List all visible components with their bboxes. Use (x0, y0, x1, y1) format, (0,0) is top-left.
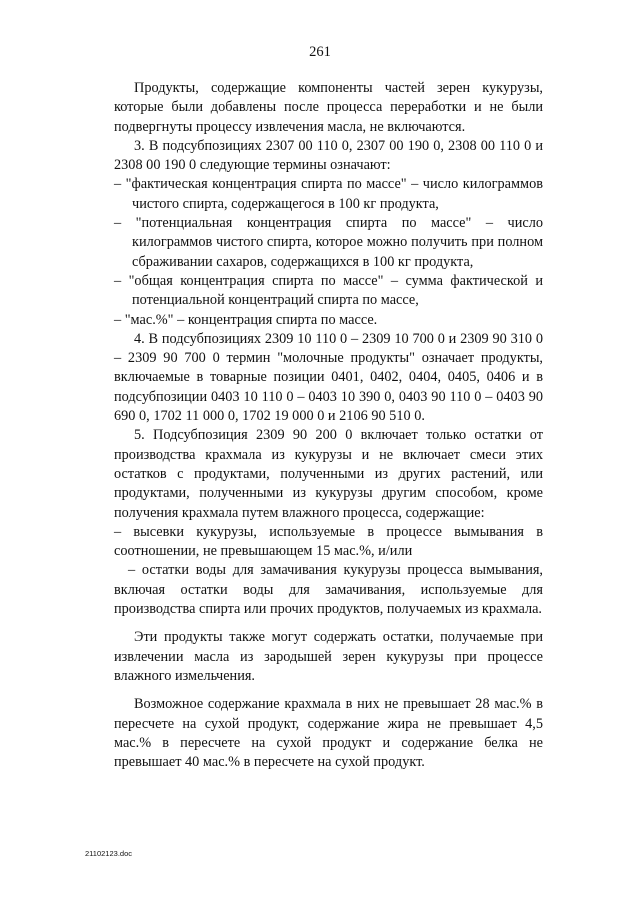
list-item-corn-bran: – высевки кукурузы, используемые в процессе вымывания в соотношении, не превышающем 15 мас.%, и/или (114, 523, 543, 560)
paragraph-composition-limits: Возможное содержание крахмала в них не превышает 28 мас.% в пересчете на сухой продукт, содержание жира не превышает 4,5 мас.% в пересчете на сухой продукт и содержание белка не превышает 40 мас.% в пересчете на сухой продукт. (114, 696, 543, 771)
term-potential-alcohol: – "потенциальная концентрация спирта по массе" – число килограммов чистого спирта, которое можно получить при полном сбраживании сахаров, содержащихся в 100 кг продукта, (114, 215, 543, 270)
term-actual-alcohol: – "фактическая концентрация спирта по массе" – число килограммов чистого спирта, содержащегося в 100 кг продукта, (114, 176, 543, 212)
paragraph-oil-residues: Эти продукты также могут содержать остатки, получаемые при извлечении масла из зародышей зерен кукурузы при процессе влажного измельчения. (114, 629, 543, 684)
footer-filename: 21102123.doc (85, 849, 132, 858)
paragraph-note-5: 5. Подсубпозиция 2309 90 200 0 включает только остатки от производства крахмала из кукурузы и не включает смеси этих остатков с продуктами, полученными из других растений, или продуктами, полученными из кукурузы другим способом, кроме получения крахмала путем влажного процесса, содержащие: (114, 427, 543, 521)
document-body (114, 79, 543, 772)
page-number: 261 (309, 44, 331, 60)
paragraph-note-3: 3. В подсубпозициях 2307 00 110 0, 2307 00 190 0, 2308 00 110 0 и 2308 00 190 0 следующие термины означают: (114, 137, 543, 174)
paragraph-corn-products: Продукты, содержащие компоненты частей зерен кукурузы, которые были добавлены после процесса переработки и не были подвергнуты процессу извлечения масла, не включаются. (114, 80, 543, 135)
paragraph-note-4: 4. В подсубпозициях 2309 10 110 0 – 2309 10 700 0 и 2309 90 310 0 – 2309 90 700 0 термин "молочные продукты" означает продукты, включаемые в товарные позиции 0401, 0402, 0404, 0405, 0406 и в подсубпозиции 0403 10 110 0 – 0403 10 390 0, 0403 90 110 0 – 0403 90 690 0, 1702 11 000 0, 1702 19 000 0 и 2106 90 510 0. (114, 330, 543, 425)
list-item-steep-water: – остатки воды для замачивания кукурузы процесса вымывания, включая остатки воды для замачивания, используемые для производства спирта или прочих продуктов, получаемых из крахмала. (114, 562, 543, 618)
term-mass-percent: – "мас.%" – концентрация спирта по массе. (114, 311, 378, 328)
term-total-alcohol: – "общая концентрация спирта по массе" – сумма фактической и потенциальной концентраций спирта по массе, (114, 272, 543, 309)
